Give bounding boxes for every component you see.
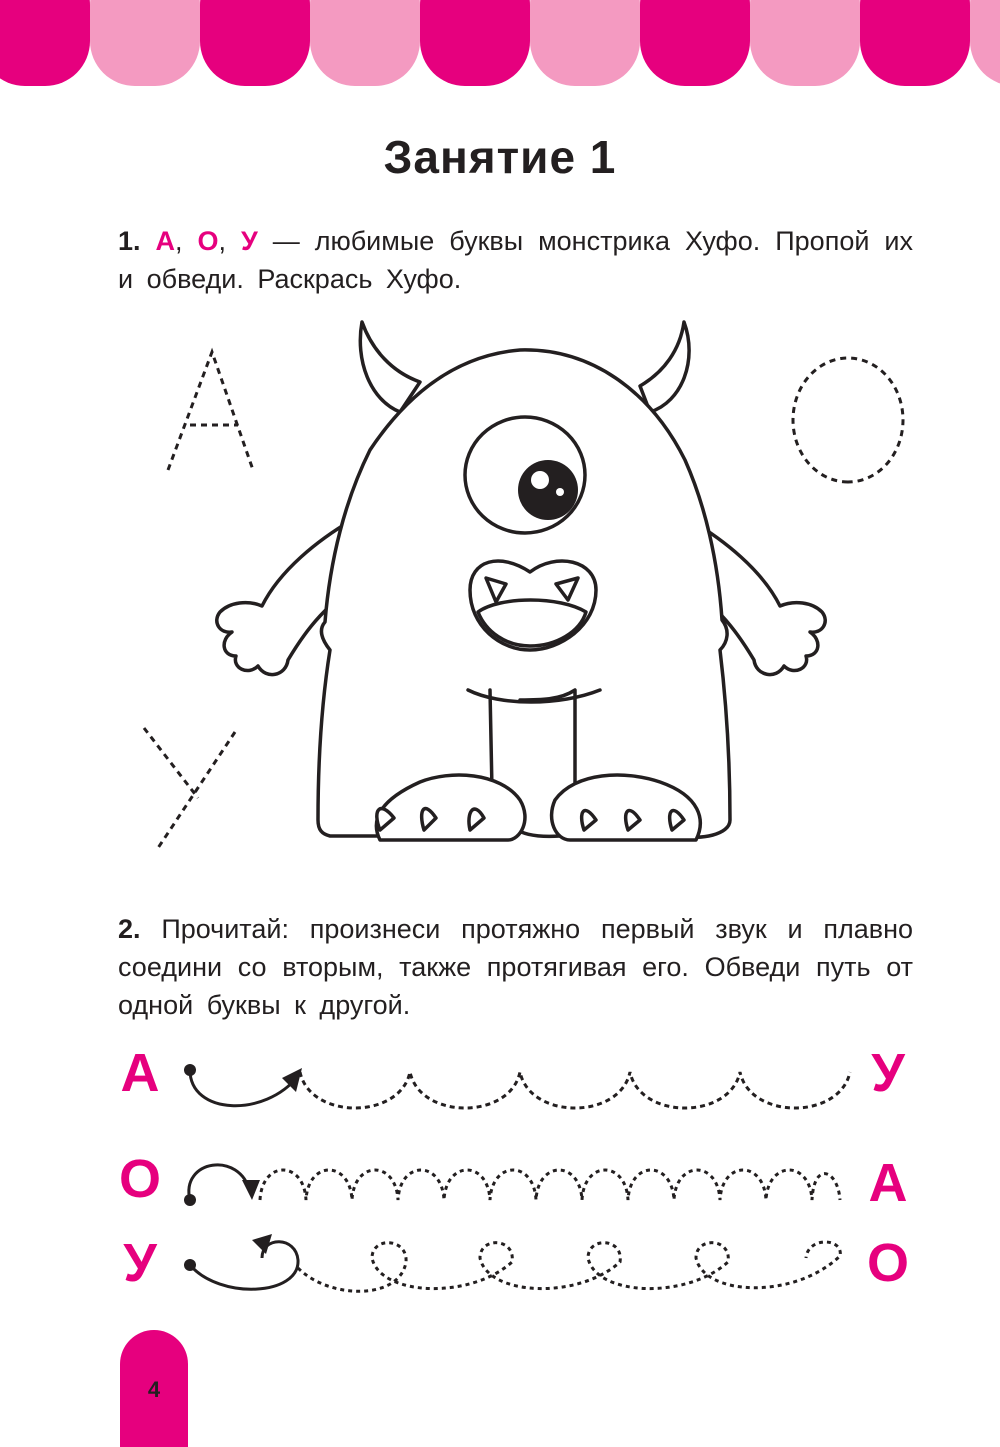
dashed-letter-o[interactable] [793, 358, 903, 482]
path-1-end-letter: У [871, 1043, 905, 1103]
task-1-number: 1. [118, 226, 141, 256]
page-title: Занятие 1 [383, 131, 617, 183]
path-2-end-letter: А [868, 1153, 908, 1213]
monster-pupil [518, 460, 578, 520]
highlight-letter-a: А [155, 226, 175, 256]
path-3-end-letter: О [866, 1233, 909, 1293]
path-3-start-letter: У [123, 1233, 157, 1293]
highlight-letter-u: У [240, 226, 258, 256]
separator: , [218, 226, 227, 256]
task-2-number: 2. [118, 914, 141, 944]
page-number: 4 [147, 1377, 161, 1402]
task-2-instructions [118, 910, 913, 1024]
trace-path-a-to-u[interactable] [184, 1064, 850, 1108]
separator: , [175, 226, 183, 256]
trace-path-o-to-a[interactable] [184, 1165, 840, 1206]
task-2-text: Прочитай: произнеси протяжно первый звук и плавно соедини со вторым, также протягивая его. Обведи путь от одной буквы к другой. [118, 914, 913, 1020]
highlight-letter-o: О [197, 226, 219, 256]
trace-path-u-to-o[interactable] [184, 1234, 840, 1291]
path-1-start-letter: А [120, 1043, 160, 1103]
dashed-letter-u[interactable] [144, 728, 235, 848]
path-2-start-letter: О [118, 1149, 161, 1209]
task-1-text: — любимые буквы монстрика Хуфо. Пропой их и обведи. Раскрась Хуфо. [118, 226, 913, 294]
monster-right-horn [640, 322, 689, 412]
dashed-letter-a[interactable] [168, 352, 253, 470]
monster-khufo-illustration[interactable] [217, 322, 825, 840]
